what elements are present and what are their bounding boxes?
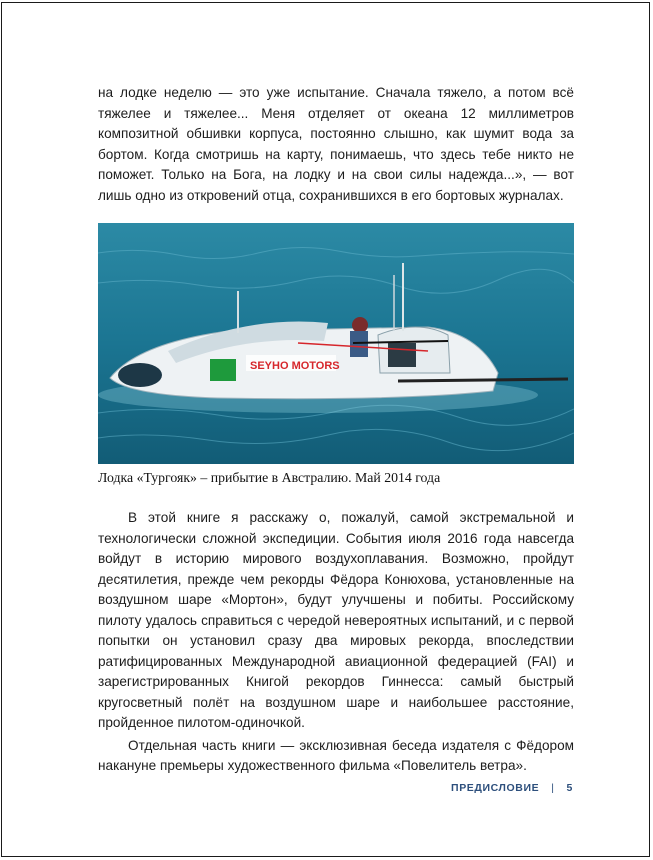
- text-block-top: [98, 83, 574, 206]
- paragraph-1: на лодке неделю — это уже испытание. Сначала тяжело, а потом всё тяжелее и тяжелее... Меня отделяет от океана 12 миллиметров композитной обшивки корпуса, постоянно слышно, как шумит вода за бортом. Когда смотришь на карту, понимаешь, что здесь тебе никто не поможет. Только на Бога, на лодку и на свои силы надежда...», — вот лишь одно из откровений отца, сохранившихся в его бортовых журналах.: [98, 85, 574, 203]
- photo-caption: Лодка «Тургояк» – прибытие в Австралию. Май 2014 года: [98, 470, 441, 485]
- page-number: 5: [566, 782, 573, 794]
- text-block-bottom: [98, 508, 574, 777]
- boat-photo: [98, 223, 574, 464]
- section-title: ПРЕДИСЛОВИЕ: [451, 782, 540, 794]
- footer-separator: |: [551, 782, 555, 794]
- page-footer: [451, 782, 573, 794]
- boat-photo-illustration: [98, 223, 574, 464]
- paragraph-2: В этой книге я расскажу о, пожалуй, самой экстремальной и технологически сложной экспедиции. События июля 2016 года навсегда войдут в историю мирового воздухоплавания. Возможно, пройдут десятилетия, прежде чем рекорды Фёдора Конюхова, установленные на воздушном шаре «Мортон», будут улучшены и побиты. Российскому пилоту удалось справиться с чередой невероятных испытаний, и с первой попытки он установил сразу два мировых рекорда, впоследствии ратифицированных Международной авиационной федерацией (FAI) и зарегистрированных Книгой рекордов Гиннесса: самый быстрый кругосветный полёт на воздушном шаре и наибольшее расстояние, пройденное пилотом-одиночкой.: [98, 510, 574, 730]
- paragraph-3: Отдельная часть книги — эксклюзивная беседа издателя с Фёдором накануне премьеры художественного фильма «Повелитель ветра».: [98, 737, 574, 773]
- boat-sponsor-text: SEYHO MOTORS: [250, 360, 340, 372]
